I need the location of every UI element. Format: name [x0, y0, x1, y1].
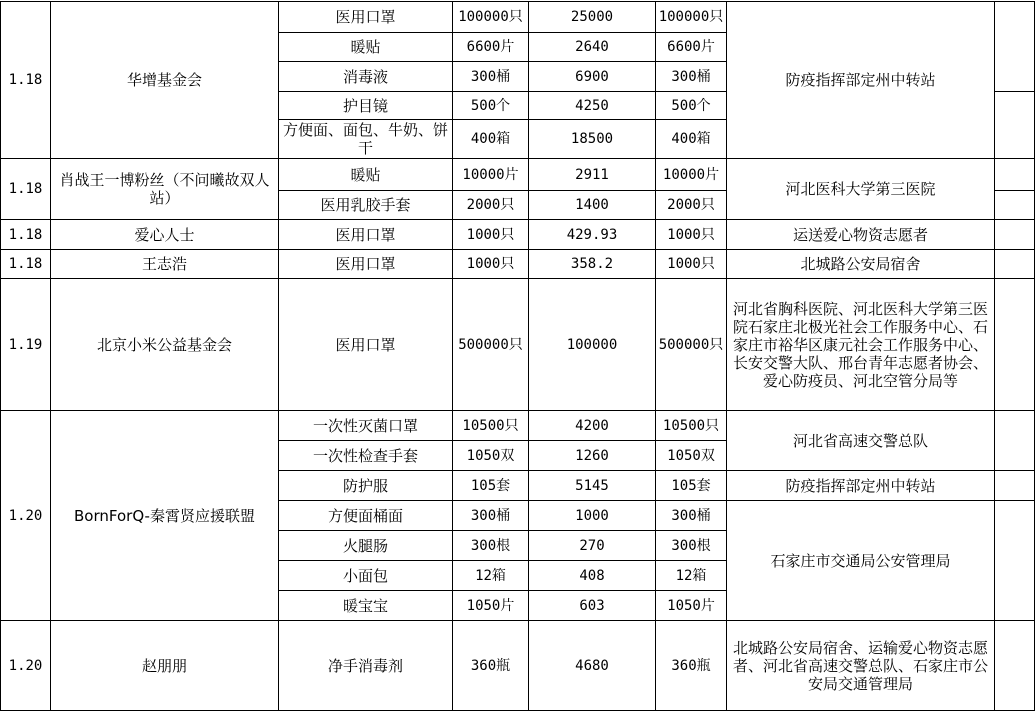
- item-received-cell: 10500只: [656, 411, 727, 441]
- recipient-cell: 防疫指挥部定州中转站: [727, 2, 995, 159]
- item-value-cell: 4250: [529, 92, 656, 120]
- item-value-cell: 1000: [529, 501, 656, 531]
- item-name-cell: 一次性检查手套: [279, 441, 453, 471]
- item-qty-cell: 500000只: [453, 279, 529, 411]
- item-value-cell: 18500: [529, 120, 656, 159]
- item-qty-cell: 500个: [453, 92, 529, 120]
- empty-cell: [995, 501, 1035, 621]
- item-value-cell: 100000: [529, 279, 656, 411]
- item-received-cell: 10000片: [656, 159, 727, 191]
- date-cell: 1.19: [0, 279, 51, 411]
- item-received-cell: 1000只: [656, 250, 727, 279]
- item-received-cell: 1000只: [656, 220, 727, 250]
- recipient-cell: 运送爱心物资志愿者: [727, 220, 995, 250]
- item-qty-cell: 300桶: [453, 62, 529, 92]
- item-received-cell: 100000只: [656, 2, 727, 33]
- item-received-cell: 1050片: [656, 591, 727, 621]
- item-name-cell: 火腿肠: [279, 531, 453, 561]
- item-value-cell: 4200: [529, 411, 656, 441]
- item-received-cell: 500个: [656, 92, 727, 120]
- item-name-cell: 护目镜: [279, 92, 453, 120]
- item-value-cell: 270: [529, 531, 656, 561]
- empty-cell: [995, 250, 1035, 279]
- item-name-cell: 暖宝宝: [279, 591, 453, 621]
- empty-cell: [995, 220, 1035, 250]
- item-value-cell: 5145: [529, 471, 656, 501]
- empty-cell: [995, 471, 1035, 501]
- item-value-cell: 2640: [529, 33, 656, 62]
- item-value-cell: 358.2: [529, 250, 656, 279]
- item-value-cell: 429.93: [529, 220, 656, 250]
- item-name-cell: 小面包: [279, 561, 453, 591]
- donor-cell: 王志浩: [51, 250, 279, 279]
- empty-cell: [995, 92, 1035, 159]
- item-received-cell: 360瓶: [656, 621, 727, 711]
- item-received-cell: 300桶: [656, 501, 727, 531]
- date-cell: 1.18: [0, 2, 51, 159]
- item-qty-cell: 1050双: [453, 441, 529, 471]
- item-name-cell: 暖贴: [279, 33, 453, 62]
- item-received-cell: 300桶: [656, 62, 727, 92]
- item-qty-cell: 10000片: [453, 159, 529, 191]
- date-cell: 1.20: [0, 621, 51, 711]
- item-qty-cell: 10500只: [453, 411, 529, 441]
- donor-cell: 爱心人士: [51, 220, 279, 250]
- recipient-cell: 河北省高速交警总队: [727, 411, 995, 471]
- donor-cell: 华增基金会: [51, 2, 279, 159]
- item-qty-cell: 300根: [453, 531, 529, 561]
- date-cell: 1.18: [0, 250, 51, 279]
- recipient-cell: 防疫指挥部定州中转站: [727, 471, 995, 501]
- empty-cell: [995, 191, 1035, 220]
- item-qty-cell: 6600片: [453, 33, 529, 62]
- item-qty-cell: 360瓶: [453, 621, 529, 711]
- item-received-cell: 500000只: [656, 279, 727, 411]
- date-cell: 1.20: [0, 411, 51, 621]
- date-cell: 1.18: [0, 220, 51, 250]
- empty-cell: [995, 621, 1035, 711]
- recipient-cell: 石家庄市交通局公安管理局: [727, 501, 995, 621]
- item-value-cell: 25000: [529, 2, 656, 33]
- item-received-cell: 2000只: [656, 191, 727, 220]
- item-name-cell: 医用乳胶手套: [279, 191, 453, 220]
- donor-cell: 北京小米公益基金会: [51, 279, 279, 411]
- item-name-cell: 一次性灭菌口罩: [279, 411, 453, 441]
- date-cell: 1.18: [0, 159, 51, 220]
- item-qty-cell: 12箱: [453, 561, 529, 591]
- donor-cell: 肖战王一博粉丝（不问曦故双人站）: [51, 159, 279, 220]
- item-received-cell: 6600片: [656, 33, 727, 62]
- item-name-cell: 消毒液: [279, 62, 453, 92]
- recipient-cell: 北城路公安局宿舍、运输爱心物资志愿者、河北省高速交警总队、石家庄市公安局交通管理局: [727, 621, 995, 711]
- item-value-cell: 2911: [529, 159, 656, 191]
- empty-cell: [995, 279, 1035, 411]
- item-received-cell: 12箱: [656, 561, 727, 591]
- item-qty-cell: 1000只: [453, 250, 529, 279]
- item-received-cell: 105套: [656, 471, 727, 501]
- item-value-cell: 1260: [529, 441, 656, 471]
- item-name-cell: 医用口罩: [279, 250, 453, 279]
- item-name-cell: 医用口罩: [279, 279, 453, 411]
- item-value-cell: 408: [529, 561, 656, 591]
- item-name-cell: 医用口罩: [279, 220, 453, 250]
- donor-cell: 赵朋朋: [51, 621, 279, 711]
- item-name-cell: 暖贴: [279, 159, 453, 191]
- empty-cell: [995, 411, 1035, 471]
- item-value-cell: 603: [529, 591, 656, 621]
- item-received-cell: 1050双: [656, 441, 727, 471]
- item-name-cell: 净手消毒剂: [279, 621, 453, 711]
- empty-cell: [995, 159, 1035, 191]
- item-qty-cell: 2000只: [453, 191, 529, 220]
- item-qty-cell: 400箱: [453, 120, 529, 159]
- item-received-cell: 400箱: [656, 120, 727, 159]
- item-received-cell: 300根: [656, 531, 727, 561]
- donor-cell: BornForQ-秦霄贤应援联盟: [51, 411, 279, 621]
- item-value-cell: 1400: [529, 191, 656, 220]
- item-name-cell: 方便面、面包、牛奶、饼干: [279, 120, 453, 159]
- item-qty-cell: 105套: [453, 471, 529, 501]
- recipient-cell: 河北省胸科医院、河北医科大学第三医院石家庄北极光社会工作服务中心、石家庄市裕华区康元社会工作服务中心、长安交警大队、邢台青年志愿者协会、爱心防疫员、河北空管分局等: [727, 279, 995, 411]
- item-name-cell: 医用口罩: [279, 2, 453, 33]
- recipient-cell: 北城路公安局宿舍: [727, 250, 995, 279]
- item-value-cell: 4680: [529, 621, 656, 711]
- recipient-cell: 河北医科大学第三医院: [727, 159, 995, 220]
- item-name-cell: 防护服: [279, 471, 453, 501]
- item-value-cell: 6900: [529, 62, 656, 92]
- empty-cell: [995, 2, 1035, 92]
- item-qty-cell: 300桶: [453, 501, 529, 531]
- item-qty-cell: 1000只: [453, 220, 529, 250]
- item-qty-cell: 1050片: [453, 591, 529, 621]
- item-name-cell: 方便面桶面: [279, 501, 453, 531]
- item-qty-cell: 100000只: [453, 2, 529, 33]
